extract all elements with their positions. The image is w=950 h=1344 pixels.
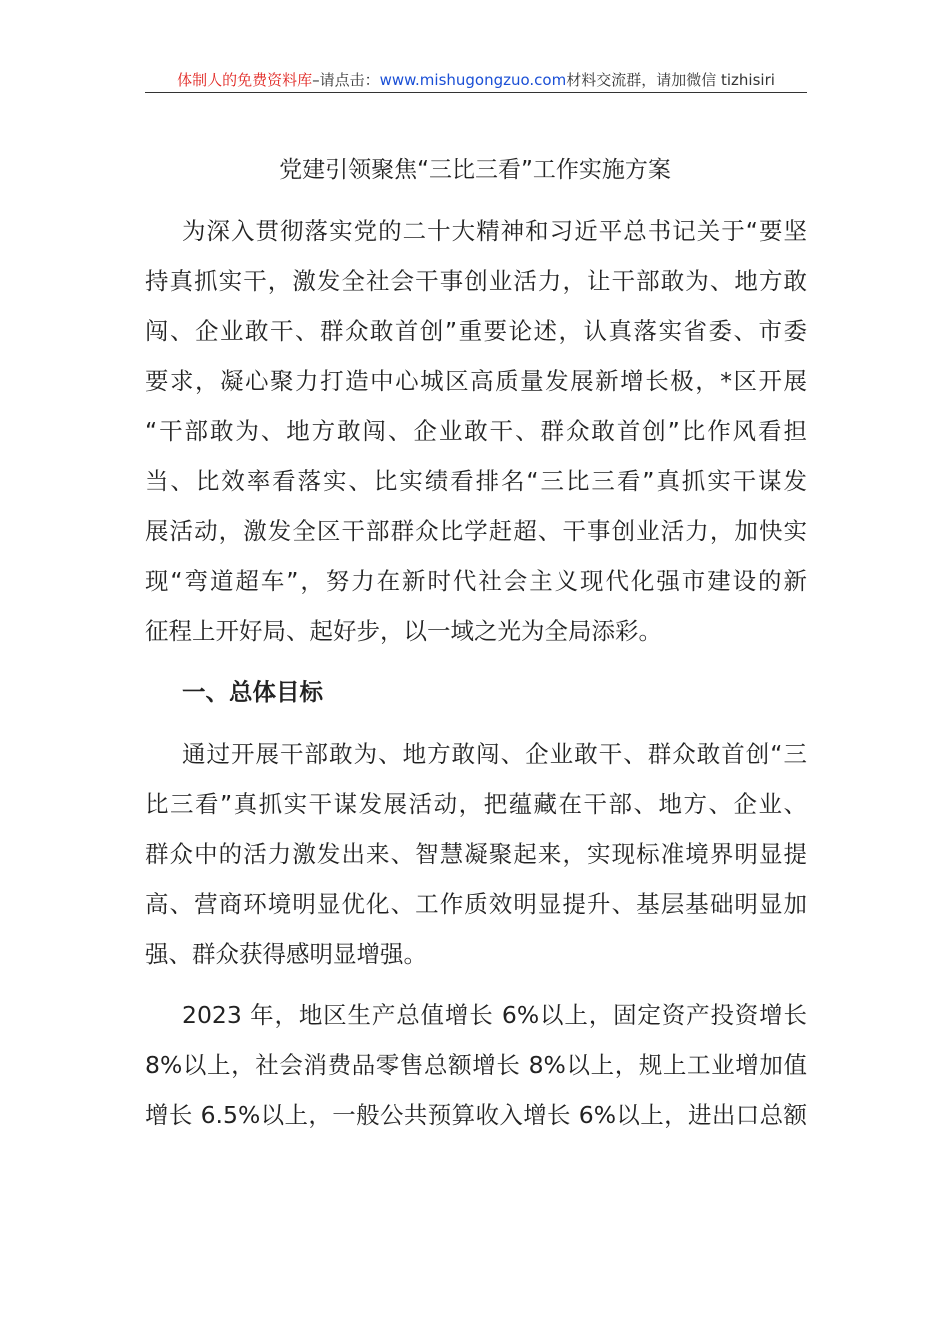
header-note: 材料交流群，请加微信 tizhisiri — [566, 71, 775, 89]
target-paragraph — [145, 990, 807, 1140]
intro-line: “干部敢为、地方敢闯、企业敢干、群众敢首创”比作风看担 — [145, 417, 807, 445]
intro-line: 现“弯道超车”，努力在新时代社会主义现代化强市建设的新 — [145, 567, 807, 595]
site-name: 体制人的免费资料库 — [177, 71, 313, 89]
goal-line: 高、营商环境明显优化、工作质效明显提升、基层基础明显加 — [145, 890, 807, 918]
target-line: 8%以上，社会消费品零售总额增长 8%以上，规上工业增加值 — [145, 1051, 807, 1079]
header-prompt: –请点击： — [312, 71, 380, 89]
intro-line: 闯、企业敢干、群众敢首创”重要论述，认真落实省委、市委 — [145, 317, 807, 345]
goal-line: 强、群众获得感明显增强。 — [145, 940, 427, 968]
goal-line: 群众中的活力激发出来、智慧凝聚起来，实现标准境界明显提 — [145, 840, 807, 868]
intro-line: 要求，凝心聚力打造中心城区高质量发展新增长极，*区开展 — [145, 367, 807, 395]
intro-paragraph — [145, 206, 807, 656]
goal-line: 比三看”真抓实干谋发展活动，把蕴藏在干部、地方、企业、 — [145, 790, 807, 818]
intro-line: 当、比效率看落实、比实绩看排名“三比三看”真抓实干谋发 — [145, 467, 807, 495]
intro-line: 为深入贯彻落实党的二十大精神和习近平总书记关于“要坚 — [182, 217, 807, 245]
intro-line: 征程上开好局、起好步，以一域之光为全局添彩。 — [145, 617, 662, 645]
target-line: 增长 6.5%以上，一般公共预算收入增长 6%以上，进出口总额 — [145, 1101, 807, 1129]
target-line: 2023 年，地区生产总值增长 6%以上，固定资产投资增长 — [182, 1001, 807, 1029]
goal-paragraph — [145, 729, 807, 979]
site-url-link[interactable]: www.mishugongzuo.com — [379, 71, 567, 89]
section-heading: 一、总体目标 — [182, 678, 323, 706]
intro-line: 持真抓实干，激发全社会干事创业活力，让干部敢为、地方敢 — [145, 267, 807, 295]
page-header — [145, 68, 807, 93]
document-title: 党建引领聚焦“三比三看”工作实施方案 — [279, 157, 671, 183]
goal-line: 通过开展干部敢为、地方敢闯、企业敢干、群众敢首创“三 — [182, 740, 807, 768]
intro-line: 展活动，激发全区干部群众比学赶超、干事创业活力，加快实 — [145, 517, 807, 545]
